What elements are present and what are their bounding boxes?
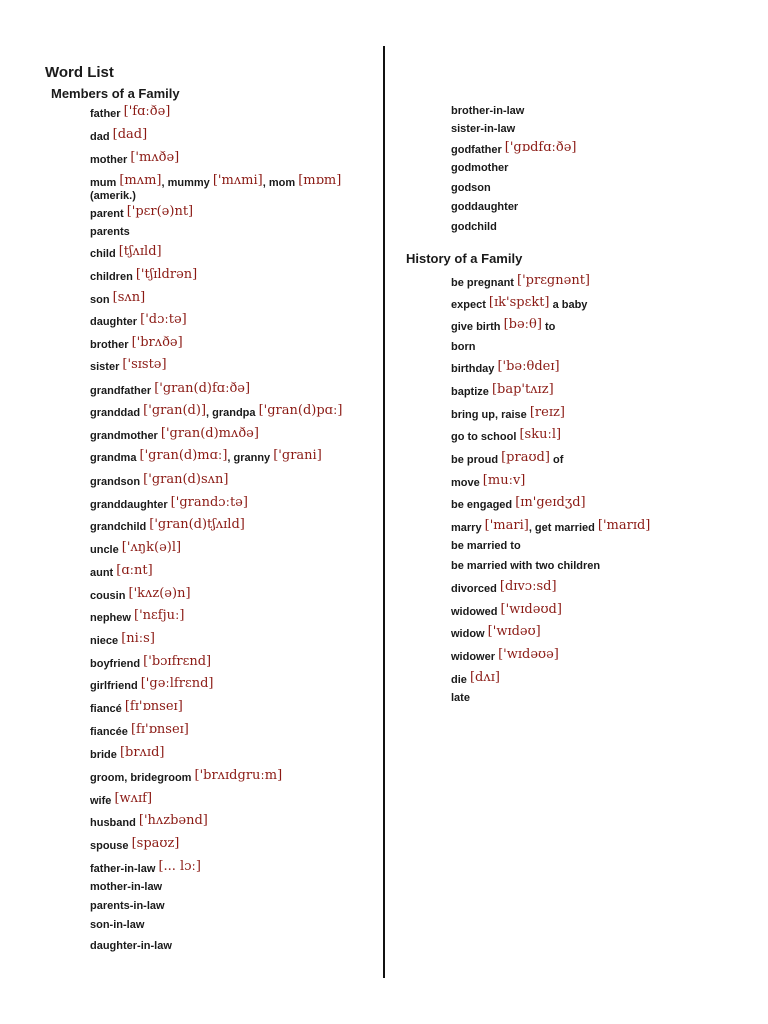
word-text: brother bbox=[90, 339, 132, 351]
pronunciation: ['gran(d)] bbox=[143, 403, 207, 418]
word-list-left bbox=[90, 105, 342, 958]
pronunciation: ['prɛgnənt] bbox=[517, 273, 590, 288]
word-entry bbox=[451, 580, 650, 603]
word-entry bbox=[90, 518, 342, 541]
word-entry bbox=[90, 723, 342, 746]
word-text: husband bbox=[90, 817, 139, 829]
word-text: wife bbox=[90, 795, 115, 807]
word-entry bbox=[90, 939, 342, 958]
word-text: of bbox=[549, 454, 564, 466]
word-entry bbox=[90, 700, 342, 723]
pronunciation: [bap'tʌɪz] bbox=[491, 382, 554, 397]
word-text: a baby bbox=[549, 299, 588, 311]
word-text: mother-in-law bbox=[90, 881, 163, 893]
word-text: brother-in-law bbox=[451, 105, 525, 117]
word-text: be engaged bbox=[451, 499, 516, 511]
word-entry bbox=[451, 104, 577, 122]
word-text: bride bbox=[90, 749, 120, 761]
word-text: child bbox=[90, 248, 119, 260]
pronunciation: ['grandɔːtə] bbox=[170, 495, 248, 510]
word-entry bbox=[451, 559, 650, 580]
word-entry bbox=[451, 648, 650, 671]
pronunciation: [tʃʌɪld] bbox=[118, 244, 162, 259]
pronunciation: [sʌn] bbox=[112, 290, 146, 305]
word-entry bbox=[90, 336, 342, 358]
section-heading-members: Members of a Family bbox=[51, 86, 180, 101]
word-text: children bbox=[90, 271, 136, 283]
word-entry bbox=[451, 539, 650, 559]
pronunciation: [fɪ'ɒnseɪ] bbox=[130, 722, 189, 737]
word-text: late bbox=[451, 692, 470, 704]
word-entry bbox=[451, 519, 650, 539]
word-entry bbox=[451, 671, 650, 691]
word-text: goddaughter bbox=[451, 201, 519, 213]
word-text: nephew bbox=[90, 612, 135, 624]
pronunciation: ['gran(d)sʌn] bbox=[143, 472, 229, 487]
pronunciation: ['mari] bbox=[484, 518, 529, 533]
word-text: widowed bbox=[451, 606, 501, 618]
word-entry bbox=[90, 105, 342, 128]
word-entry bbox=[451, 625, 650, 648]
word-entry bbox=[90, 174, 342, 189]
word-text: be married to bbox=[451, 540, 521, 552]
pronunciation: [fɪ'ɒnseɪ] bbox=[124, 699, 183, 714]
pronunciation: ['brʌðə] bbox=[131, 335, 183, 350]
pronunciation: [mʌm] bbox=[119, 173, 162, 188]
pronunciation: [dad] bbox=[112, 127, 148, 142]
word-text: dad bbox=[90, 131, 113, 143]
word-entry bbox=[90, 564, 342, 587]
pronunciation: ['marɪd] bbox=[597, 518, 651, 533]
word-entry bbox=[451, 181, 577, 200]
word-entry bbox=[90, 655, 342, 677]
pronunciation: ['gran(d)mʌðə] bbox=[160, 426, 259, 441]
word-text: be proud bbox=[451, 454, 502, 466]
word-entry bbox=[451, 428, 650, 451]
word-text: birthday bbox=[451, 363, 498, 375]
word-text: marry bbox=[451, 522, 485, 534]
pronunciation: ['tʃɪldrən] bbox=[135, 267, 198, 282]
word-entry bbox=[451, 340, 650, 360]
word-text: mother bbox=[90, 154, 131, 166]
word-text: , mummy bbox=[161, 177, 213, 189]
word-list-right-bottom bbox=[451, 274, 650, 709]
pronunciation: ['mʌðə] bbox=[130, 150, 180, 165]
word-text: uncle bbox=[90, 544, 122, 556]
word-entry bbox=[451, 383, 650, 406]
page-title: Word List bbox=[45, 64, 114, 81]
word-text: sister-in-law bbox=[451, 123, 516, 135]
word-entry bbox=[451, 691, 650, 709]
word-text: cousin bbox=[90, 590, 129, 602]
pronunciation: [... lɔː] bbox=[158, 859, 201, 874]
word-text: grandchild bbox=[90, 521, 150, 533]
word-text: godmother bbox=[451, 162, 509, 174]
pronunciation: [reɪz] bbox=[529, 405, 565, 420]
pronunciation: [brʌɪd] bbox=[119, 745, 165, 760]
pronunciation: [ɑːnt] bbox=[116, 563, 153, 578]
pronunciation: ['hʌzbənd] bbox=[138, 813, 208, 828]
pronunciation: ['dɔːtə] bbox=[140, 312, 187, 327]
word-text: boyfriend bbox=[90, 658, 144, 670]
pronunciation: ['fɑːðə] bbox=[123, 104, 171, 119]
word-entry bbox=[90, 225, 342, 245]
word-list-right-top bbox=[451, 104, 577, 240]
pronunciation: [ɪk'spɛkt] bbox=[488, 295, 550, 310]
word-text: to bbox=[541, 321, 556, 333]
word-entry bbox=[90, 382, 342, 404]
word-text: (amerik.) bbox=[90, 190, 136, 202]
word-text: give birth bbox=[451, 321, 504, 333]
word-entry bbox=[90, 128, 342, 151]
word-text: granddad bbox=[90, 407, 144, 419]
word-entry bbox=[90, 587, 342, 609]
word-entry bbox=[90, 814, 342, 837]
word-entry bbox=[90, 205, 342, 225]
pronunciation: [muːv] bbox=[482, 473, 526, 488]
word-text: grandmother bbox=[90, 430, 161, 442]
word-entry bbox=[90, 746, 342, 769]
word-text: , mom bbox=[262, 177, 299, 189]
word-entry bbox=[90, 404, 342, 427]
word-text: parents bbox=[90, 226, 130, 238]
pronunciation: [niːs] bbox=[121, 631, 155, 646]
pronunciation: ['nɛfjuː] bbox=[134, 608, 185, 623]
word-text: niece bbox=[90, 635, 122, 647]
word-entry bbox=[90, 245, 342, 268]
word-text: fiancée bbox=[90, 726, 131, 738]
word-text: sister bbox=[90, 361, 123, 373]
word-entry bbox=[90, 860, 342, 880]
word-text: fiancé bbox=[90, 703, 125, 715]
word-entry bbox=[451, 141, 577, 161]
word-text: daughter bbox=[90, 316, 141, 328]
word-text: son bbox=[90, 294, 113, 306]
word-entry bbox=[451, 451, 650, 474]
pronunciation: ['pɛr(ə)nt] bbox=[126, 204, 194, 219]
pronunciation: [wʌɪf] bbox=[114, 791, 153, 806]
word-text: father-in-law bbox=[90, 863, 159, 875]
word-text: widow bbox=[451, 628, 488, 640]
word-text: son-in-law bbox=[90, 919, 145, 931]
pronunciation: [skuːl] bbox=[519, 427, 562, 442]
word-entry bbox=[90, 291, 342, 313]
word-text: grandson bbox=[90, 476, 144, 488]
word-entry bbox=[90, 449, 342, 473]
word-text: grandma bbox=[90, 452, 140, 464]
word-text: aunt bbox=[90, 567, 117, 579]
word-text: born bbox=[451, 341, 476, 353]
word-entry bbox=[90, 496, 342, 518]
word-entry bbox=[451, 161, 577, 181]
pronunciation: ['ʌŋk(ə)l] bbox=[121, 540, 182, 555]
word-text: godchild bbox=[451, 221, 497, 233]
column-divider bbox=[383, 46, 385, 978]
section-heading-history: History of a Family bbox=[406, 251, 523, 266]
word-text: parents-in-law bbox=[90, 900, 165, 912]
word-entry bbox=[90, 677, 342, 700]
word-text: parent bbox=[90, 208, 127, 220]
pronunciation: ['brʌɪdgruːm] bbox=[194, 768, 283, 783]
word-entry bbox=[90, 151, 342, 174]
pronunciation: ['bəːθdeɪ] bbox=[497, 359, 560, 374]
word-entry bbox=[90, 541, 342, 564]
word-text: godson bbox=[451, 182, 491, 194]
word-text: divorced bbox=[451, 583, 500, 595]
word-text: grandfather bbox=[90, 385, 155, 397]
pronunciation: ['kʌz(ə)n] bbox=[128, 586, 191, 601]
word-entry bbox=[451, 296, 650, 318]
pronunciation: ['gɒdfɑːðə] bbox=[504, 140, 577, 155]
pronunciation: [mɒm] bbox=[298, 173, 342, 188]
word-entry bbox=[451, 274, 650, 296]
pronunciation: ['gran(d)pɑː] bbox=[258, 403, 343, 418]
word-entry bbox=[451, 474, 650, 496]
pronunciation: [dʌɪ] bbox=[469, 670, 500, 685]
pronunciation: ['bɔɪfrɛnd] bbox=[143, 654, 212, 669]
word-entry bbox=[90, 427, 342, 449]
word-entry bbox=[90, 358, 342, 382]
word-entry bbox=[90, 313, 342, 336]
pronunciation: [bəːθ] bbox=[503, 317, 542, 332]
word-text: expect bbox=[451, 299, 489, 311]
word-entry bbox=[90, 918, 342, 939]
pronunciation: ['sɪstə] bbox=[122, 357, 167, 372]
pronunciation: ['gran(d)mɑː] bbox=[139, 448, 228, 463]
word-text: girlfriend bbox=[90, 680, 141, 692]
word-text: move bbox=[451, 477, 483, 489]
word-text: father bbox=[90, 108, 124, 120]
word-text: daughter-in-law bbox=[90, 940, 172, 952]
pronunciation: [spaʊz] bbox=[131, 836, 180, 851]
pronunciation: ['wɪdəʊ] bbox=[487, 624, 541, 639]
word-text: widower bbox=[451, 651, 499, 663]
word-entry bbox=[90, 609, 342, 632]
pronunciation: [ɪn'geɪdʒd] bbox=[515, 495, 586, 510]
word-text: , granny bbox=[227, 452, 274, 464]
word-entry bbox=[451, 496, 650, 519]
word-entry bbox=[90, 268, 342, 291]
pronunciation: ['wɪdəʊə] bbox=[498, 647, 559, 662]
word-text: groom, bridegroom bbox=[90, 772, 195, 784]
word-entry bbox=[451, 220, 577, 240]
word-entry bbox=[90, 632, 342, 655]
pronunciation: ['mʌmi] bbox=[212, 173, 263, 188]
word-entry bbox=[451, 406, 650, 428]
word-text: mum bbox=[90, 177, 120, 189]
word-text: go to school bbox=[451, 431, 520, 443]
word-entry bbox=[90, 473, 342, 496]
word-text: be married with two children bbox=[451, 560, 601, 572]
word-entry bbox=[451, 603, 650, 625]
word-entry bbox=[451, 360, 650, 383]
word-entry bbox=[90, 837, 342, 860]
word-text: bring up, raise bbox=[451, 409, 530, 421]
word-text: , get married bbox=[528, 522, 598, 534]
pronunciation: ['gran(d)fɑːðə] bbox=[154, 381, 251, 396]
word-entry bbox=[451, 200, 577, 220]
pronunciation: ['gran(d)tʃʌɪld] bbox=[149, 517, 245, 532]
word-text: spouse bbox=[90, 840, 132, 852]
word-entry bbox=[451, 318, 650, 340]
word-text: be pregnant bbox=[451, 277, 518, 289]
pronunciation: ['gəːlfrɛnd] bbox=[140, 676, 214, 691]
pronunciation: ['wɪdəʊd] bbox=[500, 602, 562, 617]
pronunciation: ['grani] bbox=[273, 448, 322, 463]
pronunciation: [dɪvɔːsd] bbox=[499, 579, 557, 594]
word-text: godfather bbox=[451, 144, 505, 156]
word-entry bbox=[90, 769, 342, 792]
word-text: die bbox=[451, 674, 470, 686]
pronunciation: [praʊd] bbox=[501, 450, 550, 465]
word-entry bbox=[90, 880, 342, 899]
word-entry bbox=[90, 189, 342, 205]
word-text: granddaughter bbox=[90, 499, 171, 511]
word-entry bbox=[451, 122, 577, 141]
word-entry bbox=[90, 792, 342, 814]
word-text: , grandpa bbox=[206, 407, 259, 419]
word-entry bbox=[90, 899, 342, 918]
word-text: baptize bbox=[451, 386, 492, 398]
